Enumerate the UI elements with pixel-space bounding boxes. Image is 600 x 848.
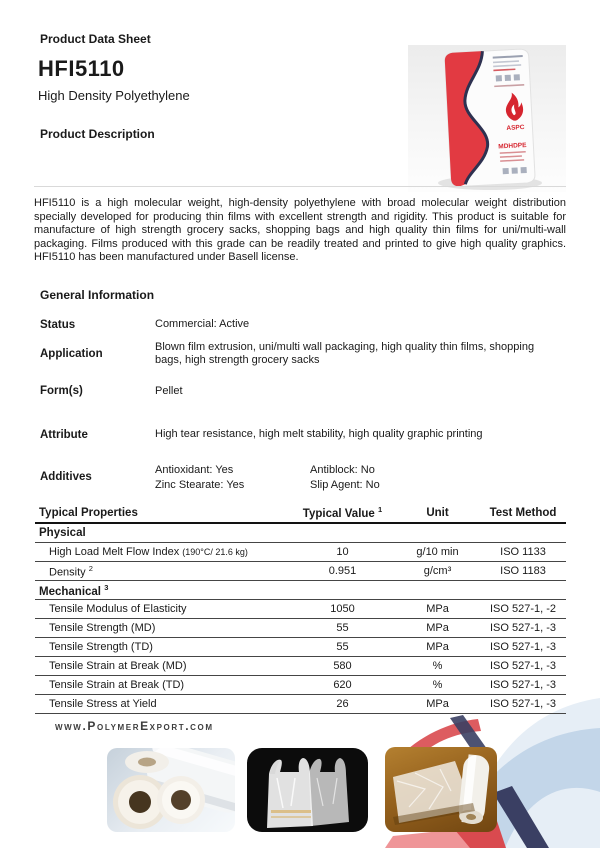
- table-row: [35, 600, 566, 619]
- application-label: Application: [40, 348, 103, 360]
- product-bag-photo: [408, 45, 566, 192]
- method-cell: ISO 527-1, -2: [489, 603, 557, 615]
- property-cell: Density $^2$: [49, 563, 93, 579]
- forms-label: Form(s): [40, 385, 83, 398]
- additive-item: Antioxidant: Yes: [155, 463, 234, 476]
- typical-properties-table: [35, 503, 566, 714]
- method-cell: ISO 1183: [500, 565, 546, 577]
- value-cell: 0.951: [328, 565, 357, 577]
- product-code-title: HFI5110: [38, 56, 125, 81]
- table-row: [35, 562, 566, 581]
- additives-values: [155, 464, 566, 491]
- sheet-label: Product Data Sheet: [40, 32, 151, 46]
- table-row: [35, 619, 566, 638]
- unit-cell: MPa: [426, 603, 449, 615]
- value-cell: 580: [333, 660, 352, 672]
- product-description-text: HFI5110 is a high molecular weight, high-density polyethylene with broad molecular weight distribution specially developed for producing thin films with excellent strength and rigidity. This product is suitable for manufacture of high strength grocery sacks, shopping bags and high quality thin films for uni/multi-wall packaging. Films produced with this grade can be readily treated and printed to give high quality graphics. HFI5110 has been manufactured under Basell license.: [34, 186, 566, 265]
- property-cell: Tensile Strain at Break (MD): [49, 660, 187, 672]
- general-information-section: [40, 288, 566, 491]
- additive-item: Antiblock: No: [310, 463, 375, 476]
- property-cell: Tensile Strength (MD): [49, 622, 156, 634]
- unit-cell: MPa: [426, 622, 449, 634]
- method-cell: ISO 527-1, -3: [489, 622, 557, 634]
- attribute-label: Attribute: [40, 428, 88, 441]
- unit-cell: %: [432, 679, 443, 691]
- property-cell: High Load Melt Flow Index (190°C/ 21.6 kg): [49, 546, 248, 558]
- property-cell: Tensile Strain at Break (TD): [49, 679, 185, 691]
- status-row: [40, 318, 566, 332]
- general-information-heading: General Information: [40, 288, 155, 302]
- table-header-row: [35, 503, 566, 524]
- method-cell: ISO 527-1, -3: [489, 698, 557, 710]
- additives-row: [40, 464, 566, 491]
- unit-cell: g/10 min: [416, 546, 459, 558]
- film-rolls-photo: [107, 748, 235, 832]
- unit-cell: MPa: [426, 641, 449, 653]
- value-cell: 26: [336, 698, 349, 710]
- method-cell: ISO 527-1, -3: [489, 641, 557, 653]
- unit-cell: g/cm³: [423, 565, 452, 577]
- bag-illustration: [408, 45, 566, 192]
- product-type-subtitle: High Density Polyethylene: [38, 88, 190, 103]
- property-cell: Tensile Strength (TD): [49, 641, 153, 653]
- header-property: Typical Properties: [39, 506, 138, 519]
- bag-grade-text: MDHDPE: [498, 141, 527, 151]
- forms-value: Pellet: [155, 384, 183, 397]
- additives-label: Additives: [40, 471, 92, 483]
- attribute-value: High tear resistance, high melt stability, high quality graphic printing: [155, 428, 483, 440]
- section-row-physical: [35, 524, 566, 543]
- table-row: [35, 543, 566, 562]
- website-url: www.PolymerExport.com: [55, 719, 214, 733]
- table-row: [35, 638, 566, 657]
- additive-item: Zinc Stearate: Yes: [155, 478, 245, 491]
- additive-item: Slip Agent: No: [310, 478, 380, 491]
- header-test-method: Test Method: [489, 506, 557, 519]
- shopping-bags-photo: [247, 748, 368, 832]
- application-row: [40, 341, 566, 368]
- value-cell: 55: [336, 641, 349, 653]
- application-value: Blown film extrusion, uni/multi wall packaging, high quality thin films, shopping bags, high strength grocery sacks: [155, 340, 535, 366]
- table-row: [35, 657, 566, 676]
- method-cell: ISO 1133: [500, 546, 546, 558]
- method-cell: ISO 527-1, -3: [489, 660, 557, 672]
- value-cell: 620: [333, 679, 352, 691]
- bag-brand-text: ASPC: [506, 124, 525, 132]
- header-unit: Unit: [426, 506, 449, 519]
- status-value: Commercial: Active: [155, 318, 250, 330]
- forms-row: [40, 385, 566, 399]
- value-cell: 1050: [330, 603, 355, 615]
- attribute-row: [40, 428, 566, 442]
- unit-cell: MPa: [426, 698, 449, 710]
- header-typical-value: Typical Value $^1$: [302, 505, 383, 520]
- status-label: Status: [40, 318, 76, 331]
- table-row: [35, 695, 566, 714]
- property-condition-note: (190°C/ 21.6 kg): [182, 547, 248, 557]
- property-cell: Tensile Modulus of Elasticity: [49, 603, 187, 615]
- unit-cell: %: [432, 660, 443, 672]
- film-roll-photo: [385, 747, 497, 832]
- value-cell: 10: [336, 546, 349, 558]
- section-name: Physical: [39, 527, 86, 539]
- value-cell: 55: [336, 622, 349, 634]
- property-cell: Tensile Stress at Yield: [49, 698, 157, 710]
- section-name: Mechanical $^3$: [39, 582, 109, 598]
- product-description-heading: Product Description: [40, 127, 155, 141]
- table-row: [35, 676, 566, 695]
- method-cell: ISO 527-1, -3: [489, 679, 557, 691]
- section-row-mechanical: [35, 581, 566, 600]
